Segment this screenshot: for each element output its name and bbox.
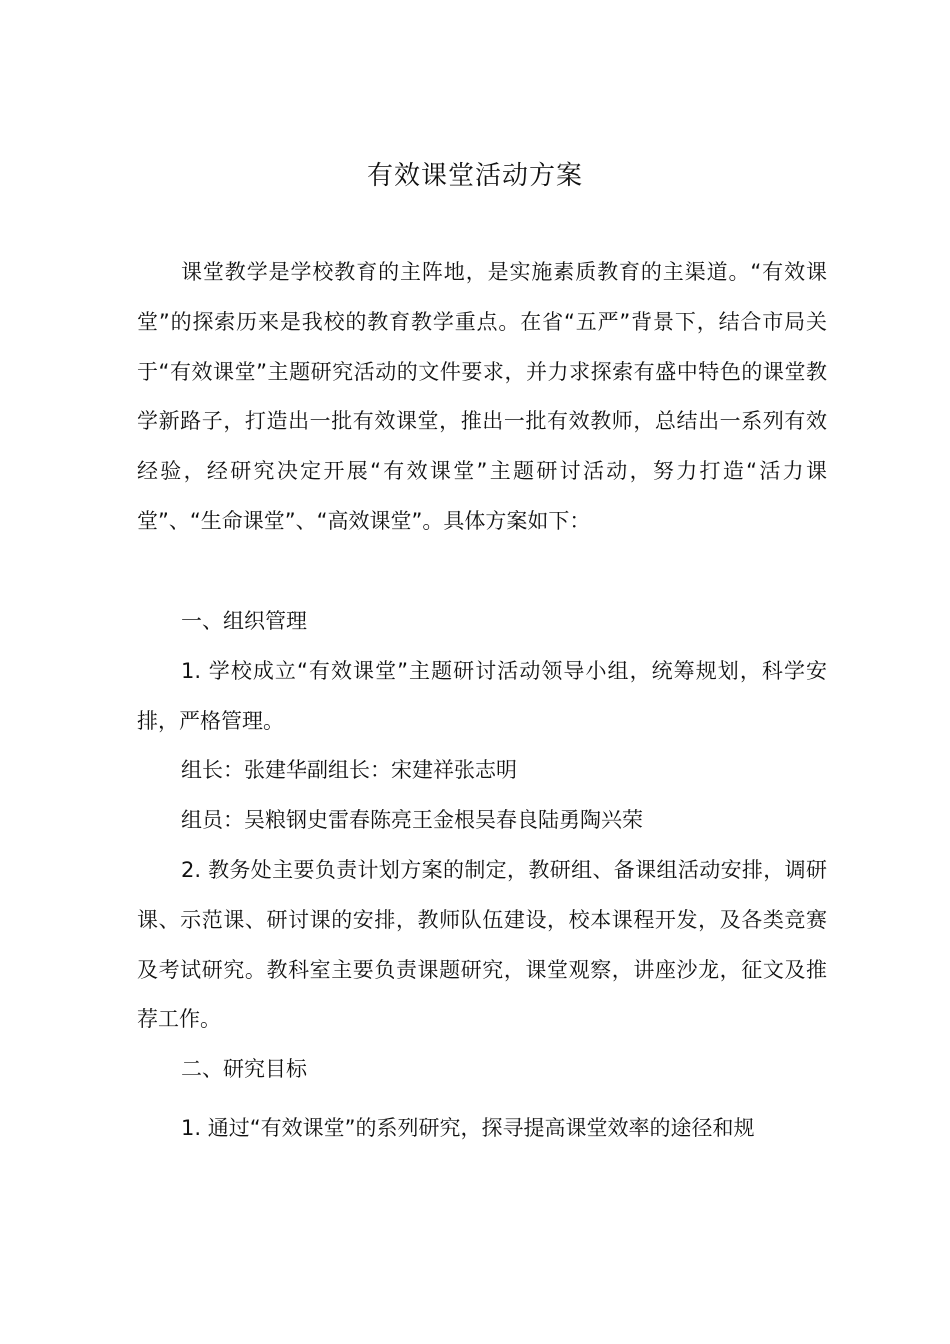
members-line: 组员：吴粮钢史雷春陈亮王金根吴春良陆勇陶兴荣 xyxy=(181,808,643,832)
section-heading-organization: 一、组织管理 xyxy=(181,609,307,633)
section-heading-goals: 二、研究目标 xyxy=(181,1057,307,1081)
document-title: 有效课堂活动方案 xyxy=(366,161,583,191)
goal-item-1: 1. 通过“有效课堂”的系列研究，探寻提高课堂效率的途径和规 xyxy=(181,1116,755,1140)
org-item-2: 2. 教务处主要负责计划方案的制定，教研组、备课组活动安排，调研课、示范课、研讨课的安排，教师队伍建设，校本课程开发，及各类竞赛及考试研究。教科室主要负责课题研究，课堂观察，讲座沙龙，征文及推荐工作。 xyxy=(137,858,827,1032)
intro-paragraph: 课堂教学是学校教育的主阵地，是实施素质教育的主渠道。“有效课堂”的探索历来是我校的教育教学重点。在省“五严”背景下，结合市局关于“有效课堂”主题研究活动的文件要求，并力求探索有盛中特色的课堂教学新路子，打造出一批有效课堂，推出一批有效教师，总结出一系列有效经验，经研究决定开展“有效课堂”主题研讨活动，努力打造“活力课堂”、“生命课堂”、“高效课堂”。具体方案如下： xyxy=(137,260,827,533)
org-item-1: 1. 学校成立“有效课堂”主题研讨活动领导小组，统筹规划，科学安排，严格管理。 xyxy=(137,659,827,733)
leaders-line: 组长：张建华副组长：宋建祥张志明 xyxy=(181,758,517,782)
